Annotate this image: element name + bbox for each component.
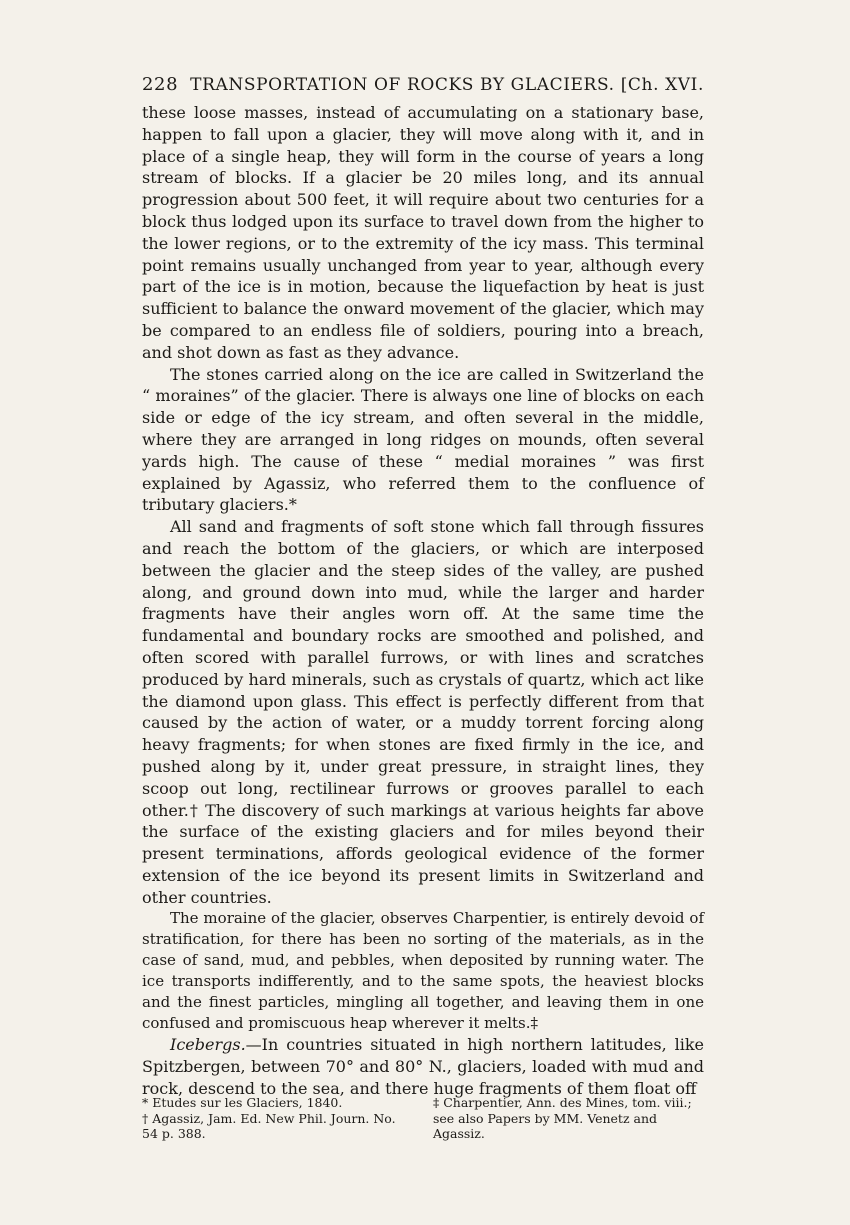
paragraph-icebergs: [142, 1034, 704, 1099]
footnotes: [142, 1095, 704, 1142]
chapter-label: [Ch. XVI.: [620, 75, 704, 95]
footnotes-left: [142, 1095, 413, 1142]
footnote-agassiz: † Agassiz, Jam. Ed. New Phil. Journ. No. 54 p. 388.: [142, 1110, 396, 1141]
icebergs-text: —In countries situated in high northern latitudes, like Spitzbergen, between 70° and 80° N., glaciers, loaded with mud and rock, descend to the sea, and there huge fragments of them float off: [142, 1035, 704, 1099]
paragraph-moraines: The stones carried along on the ice are called in Switzerland the “ moraines” of the glacier. There is always one line of blocks on each side or edge of the icy stream, and often several in the middle, where they are arranged in long ridges on mounds, often several yards high. The cause of these “ medial moraines ” was first explained by Agassiz, who referred them to the confluence of tributary glaciers.*: [142, 364, 704, 515]
running-header: [142, 74, 704, 95]
page-number: 228: [142, 74, 179, 95]
running-title: TRANSPORTATION OF ROCKS BY GLACIERS.: [190, 75, 615, 95]
icebergs-heading: Icebergs.: [170, 1035, 246, 1055]
body-text: [142, 102, 704, 1100]
paragraph-sand-fragments: All sand and fragments of soft stone which fall through fissures and reach the bottom of the glaciers, or which are interposed between the glacier and the steep sides of the valley, are pushed along, and ground down into mud, while the larger and harder fragments have their angles worn off. At the same time the fundamental and boundary rocks are smoothed and polished, and often scored with parallel furrows, or with lines and scratches produced by hard minerals, such as crystals of quartz, which act like the diamond upon glass. This effect is perfectly different from that caused by the action of water, or a muddy torrent forcing along heavy fragments; for when stones are fixed firmly in the ice, and pushed along by it, under great pressure, in straight lines, they scoop out long, rectilinear furrows or grooves parallel to each other.† The discovery of such markings at various heights far above the surface of the existing glaciers and for miles beyond their present terminations, affords geological evidence of the former extension of the ice beyond its present limits in Switzerland and other countries.: [142, 517, 704, 907]
footnote-charpentier: ‡ Charpentier, Ann. des Mines, tom. viii.; see also Papers by MM. Venetz and Agassiz.: [433, 1095, 692, 1141]
paragraph-charpentier: The moraine of the glacier, observes Charpentier, is entirely devoid of stratification, for there has been no sorting of the materials, as in the case of sand, mud, and pebbles, when deposited by running water. The ice transports indifferently, and to the same spots, the heaviest blocks and the finest particles, mingling all together, and leaving them in one confused and promiscuous heap wherever it melts.‡: [142, 909, 704, 1033]
footnotes-right: [433, 1095, 704, 1142]
footnote-etudes: * Etudes sur les Glaciers, 1840.: [142, 1095, 343, 1110]
paragraph-1: these loose masses, instead of accumulating on a stationary base, happen to fall upon a glacier, they will move along with it, and in place of a single heap, they will form in the course of years a long stream of blocks. If a glacier be 20 miles long, and its annual progression about 500 feet, it will require about two centuries for a block thus lodged upon its surface to travel down from the higher to the lower regions, or to the extremity of the icy mass. This terminal point remains usually unchanged from year to year, although every part of the ice is in motion, because the liquefaction by heat is just sufficient to balance the onward movement of the glacier, which may be compared to an endless file of soldiers, pouring into a breach, and shot down as fast as they advance.: [142, 103, 704, 362]
